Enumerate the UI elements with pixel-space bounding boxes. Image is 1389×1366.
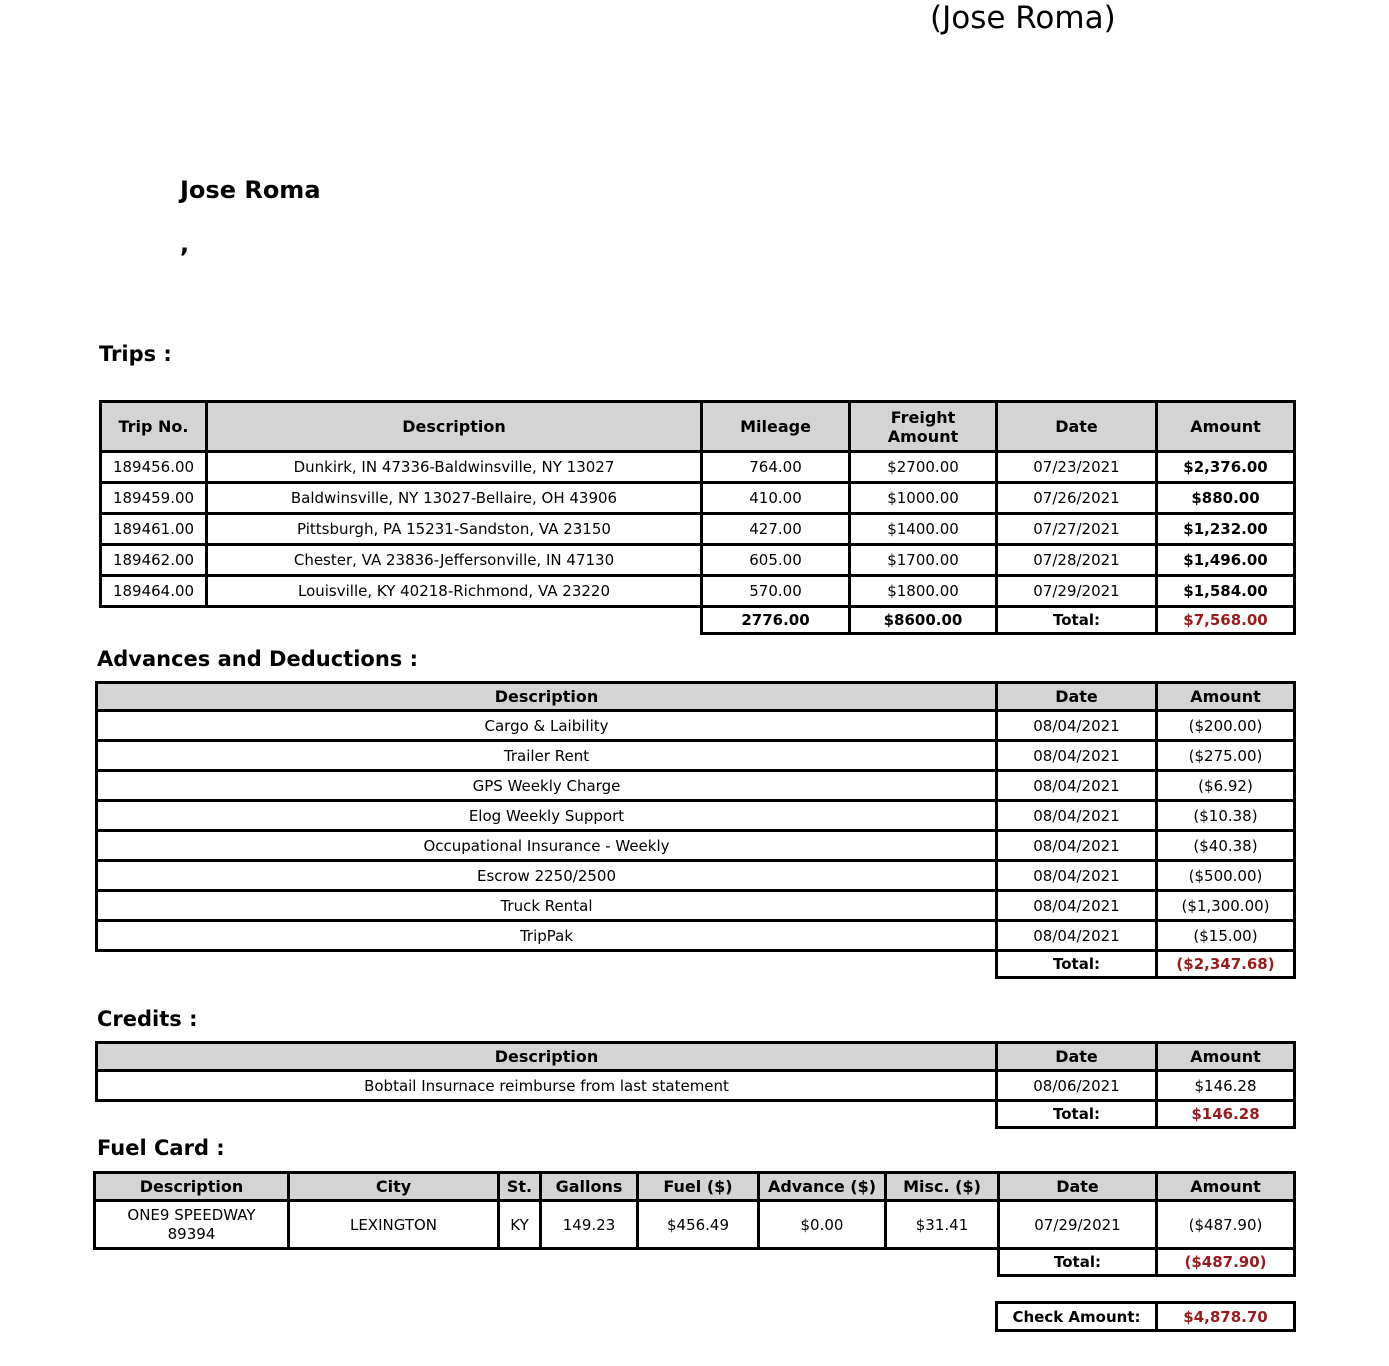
fuel-col-advance: Advance ($) <box>759 1173 886 1201</box>
trips-col-description: Description <box>207 402 702 452</box>
fuel-col-description: Description <box>95 1173 289 1201</box>
advance-row <box>97 711 1295 741</box>
advance-amount-cell: ($1,300.00) <box>1157 891 1295 921</box>
advance-description-cell: Escrow 2250/2500 <box>97 861 997 891</box>
advance-date-cell: 08/04/2021 <box>997 831 1157 861</box>
fuel-col-misc: Misc. ($) <box>886 1173 999 1201</box>
trip-amount-cell: $880.00 <box>1157 483 1295 514</box>
advance-row <box>97 861 1295 891</box>
advance-date-cell: 08/04/2021 <box>997 741 1157 771</box>
trips-col-mileage: Mileage <box>702 402 850 452</box>
trip-amount-cell: $1,496.00 <box>1157 545 1295 576</box>
trip-amount-cell: $1,584.00 <box>1157 576 1295 607</box>
advance-amount-cell: ($15.00) <box>1157 921 1295 951</box>
document-top-title: (Jose Roma) <box>930 0 1116 36</box>
advance-description-cell: Truck Rental <box>97 891 997 921</box>
advance-amount-cell: ($40.38) <box>1157 831 1295 861</box>
trip-freight-cell: $1800.00 <box>850 576 997 607</box>
fuel-city-cell: LEXINGTON <box>289 1201 499 1249</box>
fuel-description-cell: ONE9 SPEEDWAY 89394 <box>95 1201 289 1249</box>
fuel-advance-cell: $0.00 <box>759 1201 886 1249</box>
trips-total-amount: $7,568.00 <box>1157 607 1295 634</box>
advance-date-cell: 08/04/2021 <box>997 921 1157 951</box>
trip-row <box>101 483 1295 514</box>
fuel-fuel-cell: $456.49 <box>638 1201 759 1249</box>
trip-mileage-cell: 427.00 <box>702 514 850 545</box>
advance-date-cell: 08/04/2021 <box>997 861 1157 891</box>
trip-date-cell: 07/27/2021 <box>997 514 1157 545</box>
trip-description-cell: Baldwinsville, NY 13027-Bellaire, OH 43906 <box>207 483 702 514</box>
advance-amount-cell: ($200.00) <box>1157 711 1295 741</box>
driver-name: Jose Roma <box>180 176 321 204</box>
fuel-date-cell: 07/29/2021 <box>999 1201 1157 1249</box>
fuel-total-row <box>95 1249 1295 1276</box>
credits-col-amount: Amount <box>1157 1043 1295 1071</box>
trips-total-label: Total: <box>997 607 1157 634</box>
advance-description-cell: GPS Weekly Charge <box>97 771 997 801</box>
fuel-misc-cell: $31.41 <box>886 1201 999 1249</box>
advance-row <box>97 801 1295 831</box>
trips-col-trip-no: Trip No. <box>101 402 207 452</box>
advance-date-cell: 08/04/2021 <box>997 801 1157 831</box>
advance-row <box>97 771 1295 801</box>
trips-col-amount: Amount <box>1157 402 1295 452</box>
fuel-header-row <box>95 1173 1295 1201</box>
credits-total-label: Total: <box>997 1101 1157 1128</box>
trip-date-cell: 07/26/2021 <box>997 483 1157 514</box>
trip-mileage-cell: 764.00 <box>702 452 850 483</box>
fuel-col-gallons: Gallons <box>541 1173 638 1201</box>
fuel-total-amount: ($487.90) <box>1157 1249 1295 1276</box>
credit-amount-cell: $146.28 <box>1157 1071 1295 1101</box>
trips-total-freight: $8600.00 <box>850 607 997 634</box>
fuel-total-label: Total: <box>999 1249 1157 1276</box>
advances-table <box>95 681 1296 979</box>
advance-date-cell: 08/04/2021 <box>997 711 1157 741</box>
credits-total-spacer <box>97 1101 997 1128</box>
fuel-st-cell: KY <box>499 1201 541 1249</box>
fuel-row <box>95 1201 1295 1249</box>
check-amount-row <box>997 1303 1295 1331</box>
trip-date-cell: 07/29/2021 <box>997 576 1157 607</box>
advance-row <box>97 741 1295 771</box>
trip-row <box>101 545 1295 576</box>
trip-mileage-cell: 570.00 <box>702 576 850 607</box>
advances-heading: Advances and Deductions : <box>97 647 418 671</box>
credits-col-date: Date <box>997 1043 1157 1071</box>
trips-table <box>99 400 1296 635</box>
trip-amount-cell: $1,232.00 <box>1157 514 1295 545</box>
advances-header-row <box>97 683 1295 711</box>
advances-total-row <box>97 951 1295 978</box>
advance-amount-cell: ($10.38) <box>1157 801 1295 831</box>
advances-total-spacer <box>97 951 997 978</box>
fuel-col-city: City <box>289 1173 499 1201</box>
trip-no-cell: 189464.00 <box>101 576 207 607</box>
trip-row <box>101 452 1295 483</box>
advances-col-amount: Amount <box>1157 683 1295 711</box>
trip-no-cell: 189459.00 <box>101 483 207 514</box>
advance-description-cell: Cargo & Laibility <box>97 711 997 741</box>
fuel-col-amount: Amount <box>1157 1173 1295 1201</box>
trip-date-cell: 07/23/2021 <box>997 452 1157 483</box>
trip-description-cell: Louisville, KY 40218-Richmond, VA 23220 <box>207 576 702 607</box>
credits-heading: Credits : <box>97 1007 198 1031</box>
advance-description-cell: Occupational Insurance - Weekly <box>97 831 997 861</box>
trip-freight-cell: $2700.00 <box>850 452 997 483</box>
advance-description-cell: Trailer Rent <box>97 741 997 771</box>
advance-amount-cell: ($6.92) <box>1157 771 1295 801</box>
credits-col-description: Description <box>97 1043 997 1071</box>
trips-col-freight: Freight Amount <box>850 402 997 452</box>
advances-col-description: Description <box>97 683 997 711</box>
check-amount-label: Check Amount: <box>997 1303 1157 1331</box>
fuel-gallons-cell: 149.23 <box>541 1201 638 1249</box>
credits-table <box>95 1041 1296 1129</box>
trips-header-row <box>101 402 1295 452</box>
trip-freight-cell: $1700.00 <box>850 545 997 576</box>
trip-row <box>101 576 1295 607</box>
trips-total-spacer <box>101 607 702 634</box>
trips-col-date: Date <box>997 402 1157 452</box>
trip-freight-cell: $1400.00 <box>850 514 997 545</box>
fuel-col-st: St. <box>499 1173 541 1201</box>
fuel-card-heading: Fuel Card : <box>97 1136 225 1160</box>
check-amount-table <box>995 1301 1296 1332</box>
trips-heading: Trips : <box>99 342 172 366</box>
trip-description-cell: Pittsburgh, PA 15231-Sandston, VA 23150 <box>207 514 702 545</box>
trip-no-cell: 189461.00 <box>101 514 207 545</box>
fuel-col-date: Date <box>999 1173 1157 1201</box>
credits-total-amount: $146.28 <box>1157 1101 1295 1128</box>
credit-description-cell: Bobtail Insurnace reimburse from last statement <box>97 1071 997 1101</box>
trip-no-cell: 189462.00 <box>101 545 207 576</box>
trip-no-cell: 189456.00 <box>101 452 207 483</box>
trip-date-cell: 07/28/2021 <box>997 545 1157 576</box>
advances-col-date: Date <box>997 683 1157 711</box>
trips-total-mileage: 2776.00 <box>702 607 850 634</box>
trip-freight-cell: $1000.00 <box>850 483 997 514</box>
trip-row <box>101 514 1295 545</box>
trip-mileage-cell: 410.00 <box>702 483 850 514</box>
advance-row <box>97 831 1295 861</box>
trip-description-cell: Chester, VA 23836-Jeffersonville, IN 47130 <box>207 545 702 576</box>
trip-mileage-cell: 605.00 <box>702 545 850 576</box>
fuel-col-fuel: Fuel ($) <box>638 1173 759 1201</box>
trips-total-row <box>101 607 1295 634</box>
trip-description-cell: Dunkirk, IN 47336-Baldwinsville, NY 13027 <box>207 452 702 483</box>
credit-date-cell: 08/06/2021 <box>997 1071 1157 1101</box>
trip-amount-cell: $2,376.00 <box>1157 452 1295 483</box>
advances-total-amount: ($2,347.68) <box>1157 951 1295 978</box>
advance-description-cell: TripPak <box>97 921 997 951</box>
advance-amount-cell: ($500.00) <box>1157 861 1295 891</box>
advance-row <box>97 921 1295 951</box>
advance-date-cell: 08/04/2021 <box>997 771 1157 801</box>
credit-row <box>97 1071 1295 1101</box>
advance-date-cell: 08/04/2021 <box>997 891 1157 921</box>
fuel-card-table <box>93 1171 1296 1277</box>
advance-description-cell: Elog Weekly Support <box>97 801 997 831</box>
credits-header-row <box>97 1043 1295 1071</box>
check-amount-value: $4,878.70 <box>1157 1303 1295 1331</box>
address-line: , <box>180 230 190 258</box>
fuel-total-spacer <box>95 1249 999 1276</box>
credits-total-row <box>97 1101 1295 1128</box>
advances-total-label: Total: <box>997 951 1157 978</box>
fuel-amount-cell: ($487.90) <box>1157 1201 1295 1249</box>
advance-row <box>97 891 1295 921</box>
advance-amount-cell: ($275.00) <box>1157 741 1295 771</box>
